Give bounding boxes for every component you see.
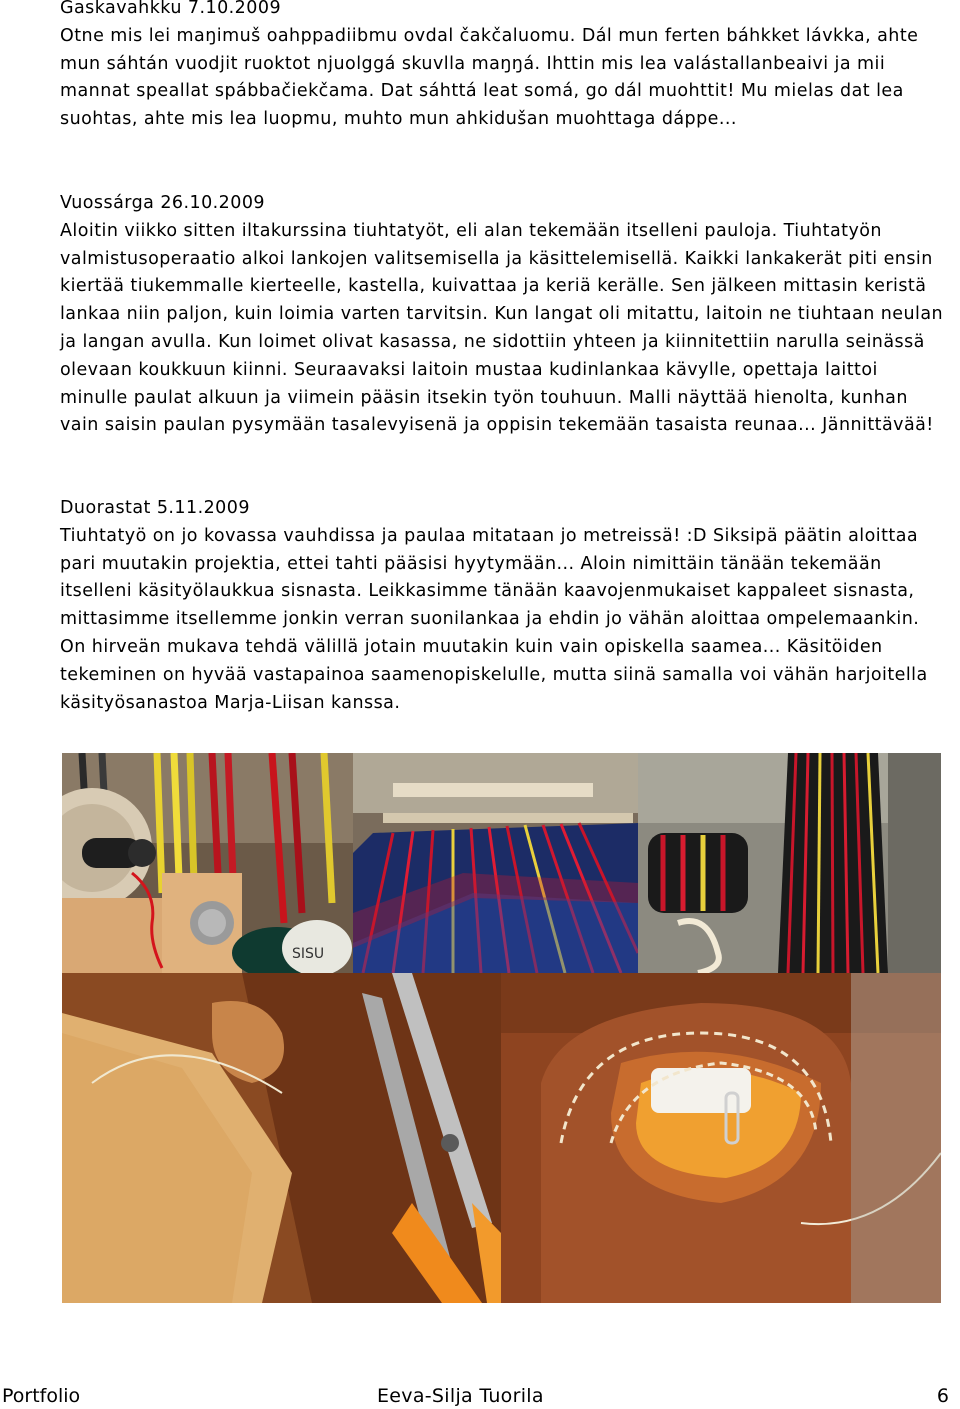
entry-date: Gaskavahkku 7.10.2009 <box>60 0 282 18</box>
diary-entry-3 <box>60 495 960 717</box>
entry-text-line: Aloitin viikko sitten iltakurssina tiuhtatyöt, eli alan tekemään itselleni pauloja. Tiuhtatyön <box>60 220 882 241</box>
entry-text-line: käsityösanastoa Marja-Liisan kanssa. <box>60 692 401 713</box>
photo-spinning-wheel-yarn <box>62 753 353 973</box>
entry-text-line: mun sáhtán vuodjit ruoktot njuolggá skuvlla maŋŋá. Ihttin mis lea valástallanbeaivi ja mii <box>60 53 886 74</box>
entry-text-line: Tiuhtatyö on jo kovassa vauhdissa ja paulaa mitataan jo metreissä! :D Siksipä päätin aloittaa <box>60 525 919 546</box>
entry-text-line: tekeminen on hyvää vastapainoa saamenopiskelulle, mutta siinä samalla voi vähän harjoitella <box>60 664 928 685</box>
diary-entry-2 <box>60 190 960 440</box>
entry-text-line: valmistusoperaatio alkoi lankojen valitsemisella ja käsittelemisellä. Kaikki lankakerät piti ensin <box>60 248 933 269</box>
entry-text-line: Otne mis lei maŋimuš oahppadiibmu ovdal čakčaluomu. Dál mun ferten báhkket lávkka, ahte <box>60 25 919 46</box>
entry-text-line: vain saisin paulan pysymään tasalevyisenä ja oppisin tekemään tasaista reunaa... Jännittävää! <box>60 415 934 436</box>
entry-text-line: pari muutakin projektia, ettei tahti pääsisi hyytymään... Aloin nimittäin tänään tekemään <box>60 553 882 574</box>
entry-text-line: lankaa niin paljon, kuin loimia varten tarvitsin. Kun langat oli mitattu, laitoin ne tiuhtaan neulan <box>60 304 944 325</box>
photo-leather-bag-sewing <box>501 973 941 1303</box>
footer-portfolio-label: Portfolio <box>2 1385 81 1407</box>
entry-date: Duorastat 5.11.2009 <box>60 498 250 518</box>
entry-text-line: olevaan koukkuun kiinni. Seuraavaksi laitoin mustaa kudinlankaa kävylle, opettaja laittoi <box>60 359 878 380</box>
entry-text-line: ja langan avulla. Kun loimet olivat kasassa, ne sidottiin yhteen ja kiinnitettiin narulla seinässä <box>60 331 925 352</box>
photo-loom-warp <box>353 753 638 973</box>
footer-page-number: 6 <box>936 1385 949 1407</box>
footer-author-name: Eeva-Silja Tuorila <box>377 1385 544 1407</box>
entry-text-line: mittasimme itsellemme jonkin verran suonilankaa ja ehdin jo vähän aloittaa ompelemaankin. <box>60 609 920 630</box>
entry-text-line: mannat speallat spábbačiekčama. Dat sáhttá leat somá, go dál muohttit! Mu mielas dat lea <box>60 81 904 102</box>
entry-text-line: itselleni käsityölaukkua sisnasta. Leikkasimme tänään kaavojenmukaiset kappaleet sisnasta, <box>60 581 915 602</box>
entry-text-line: On hirveän mukava tehdä välillä jotain muutakin kuin vain opiskella saamea... Käsitöiden <box>60 636 883 657</box>
entry-date: Vuossárga 26.10.2009 <box>60 193 266 213</box>
entry-text-line: minulle paulat alkuun ja viimein pääsin itsekin työn touhuun. Malli näyttää hienolta, kunhan <box>60 387 908 408</box>
svg-text:SISU: SISU <box>292 946 325 962</box>
entry-text-line: suohtas, ahte mis lea luopmu, muhto mun ahkidušan muohttaga dáppe... <box>60 109 737 130</box>
photo-leather-scissors <box>62 973 501 1303</box>
diary-entry-1 <box>60 0 960 134</box>
photo-woven-band <box>638 753 941 973</box>
entry-text-line: kiertää tiukemmalle kierteelle, kastella, kuivattaa ja keriä kerälle. Sen jälkeen mittasin keristä <box>60 276 927 297</box>
